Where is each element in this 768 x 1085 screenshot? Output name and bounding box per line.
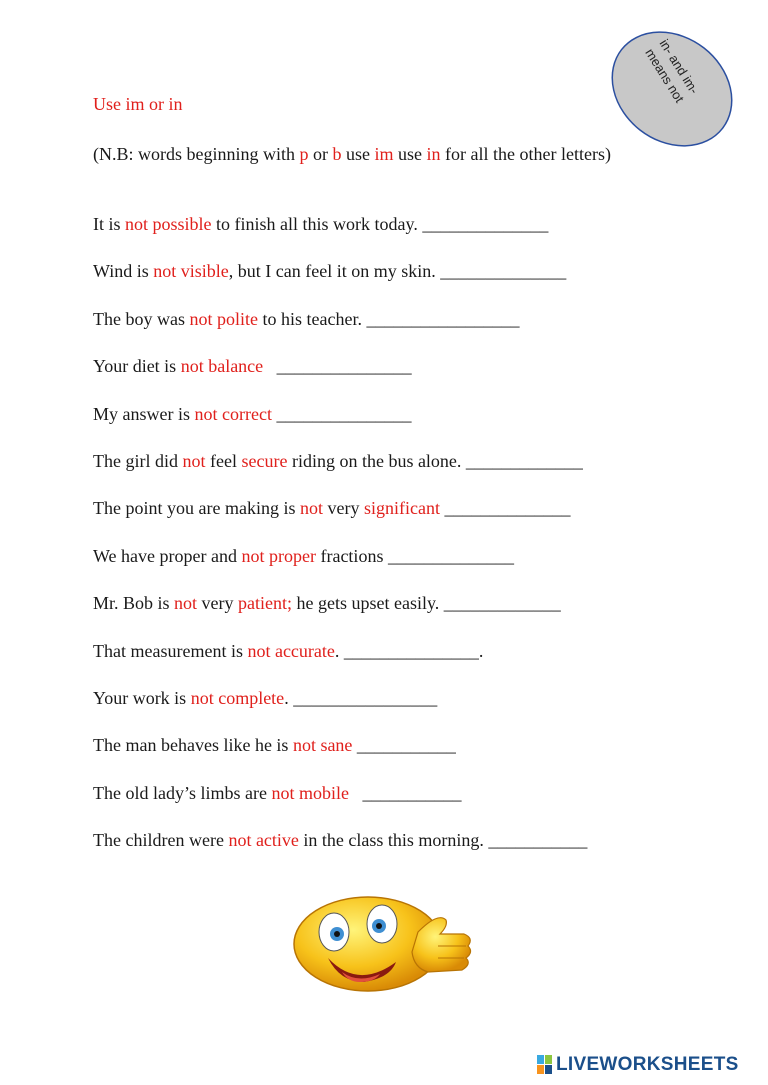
highlighted-phrase: patient;	[238, 593, 293, 613]
highlighted-phrase: not complete	[190, 688, 285, 708]
sentence-line	[93, 308, 519, 330]
sentence-text: The old lady’s limbs are	[93, 783, 272, 803]
highlighted-phrase: not correct	[194, 404, 272, 424]
sentence-text: _______________	[263, 356, 412, 376]
sentence-text: very	[322, 498, 364, 518]
sentence-text: The boy was	[93, 309, 190, 329]
sentence-text: feel	[205, 451, 242, 471]
sentence-text: The man behaves like he is	[93, 735, 293, 755]
liveworksheets-logo-icon	[537, 1055, 553, 1075]
sentence-text: That measurement is	[93, 641, 248, 661]
worksheet-title: Use im or in	[93, 94, 183, 114]
sentence-text: , but I can feel it on my skin. ______________	[228, 261, 567, 281]
highlighted-phrase: not	[182, 451, 206, 471]
highlighted-phrase: not mobile	[271, 783, 349, 803]
sentence-line	[93, 592, 561, 614]
highlighted-phrase: not accurate	[247, 641, 335, 661]
highlight-letter: in	[426, 144, 441, 164]
sentence-line	[93, 355, 412, 377]
sentence-line	[93, 403, 411, 425]
sentence-line	[93, 782, 461, 804]
sentence-text: . _______________.	[334, 641, 484, 661]
sentence-line	[93, 213, 548, 235]
sentence-line	[93, 497, 570, 519]
highlight-letter: p	[299, 144, 309, 164]
sentence-text: to his teacher. _________________	[257, 309, 520, 329]
bubble-text: in- and im- means not	[642, 36, 702, 106]
liveworksheets-footer	[537, 1054, 739, 1076]
sentence-text: very	[197, 593, 239, 613]
sentence-text: he gets upset easily. _____________	[292, 593, 561, 613]
instruction-note	[93, 142, 653, 166]
sentence-text: riding on the bus alone. _____________	[287, 451, 583, 471]
highlighted-phrase: not sane	[292, 735, 353, 755]
note-text: (N.B: words beginning with	[93, 144, 300, 164]
footer-brand-text: LIVEWORKSHEETS	[556, 1054, 739, 1075]
highlighted-phrase: not	[299, 498, 323, 518]
sentence-text: . ________________	[284, 688, 438, 708]
sentence-line	[93, 260, 566, 282]
sentence-text: ___________	[348, 783, 462, 803]
highlight-letter: im	[374, 144, 394, 164]
sentence-text: Wind is	[93, 261, 154, 281]
note-text: or	[308, 144, 333, 164]
sentence-text: _______________	[271, 404, 412, 424]
thumbs-up-emoji-icon	[288, 892, 478, 996]
highlighted-phrase: not polite	[189, 309, 258, 329]
highlighted-phrase: not balance	[180, 356, 264, 376]
note-text: use	[341, 144, 375, 164]
sentence-text: The point you are making is	[93, 498, 300, 518]
sentence-text: The girl did	[93, 451, 183, 471]
sentence-text: fractions ______________	[315, 546, 514, 566]
sentence-text: Mr. Bob is	[93, 593, 175, 613]
sentence-line	[93, 687, 437, 709]
sentence-text: ______________	[439, 498, 571, 518]
sentence-text: to finish all this work today. ______________	[211, 214, 549, 234]
sentence-line	[93, 734, 456, 756]
highlighted-phrase: not	[174, 593, 198, 613]
sentence-text: ___________	[352, 735, 456, 755]
note-text: for all the other letters)	[440, 144, 611, 164]
highlighted-phrase: secure	[241, 451, 288, 471]
sentence-line	[93, 450, 583, 472]
highlighted-phrase: not proper	[241, 546, 316, 566]
sentence-line	[93, 545, 514, 567]
sentence-text: in the class this morning. ___________	[298, 830, 588, 850]
highlighted-phrase: not possible	[125, 214, 212, 234]
highlight-letter: b	[332, 144, 342, 164]
sentence-text: The children were	[93, 830, 229, 850]
sentence-text: My answer is	[93, 404, 195, 424]
sentence-text: It is	[93, 214, 126, 234]
sentence-line	[93, 640, 483, 662]
sentence-text: We have proper and	[93, 546, 242, 566]
highlighted-phrase: not visible	[153, 261, 229, 281]
sentence-text: Your diet is	[93, 356, 181, 376]
note-text: use	[393, 144, 427, 164]
sentence-text: Your work is	[93, 688, 191, 708]
highlighted-phrase: not active	[228, 830, 299, 850]
sentence-line	[93, 829, 587, 851]
highlighted-phrase: significant	[363, 498, 440, 518]
